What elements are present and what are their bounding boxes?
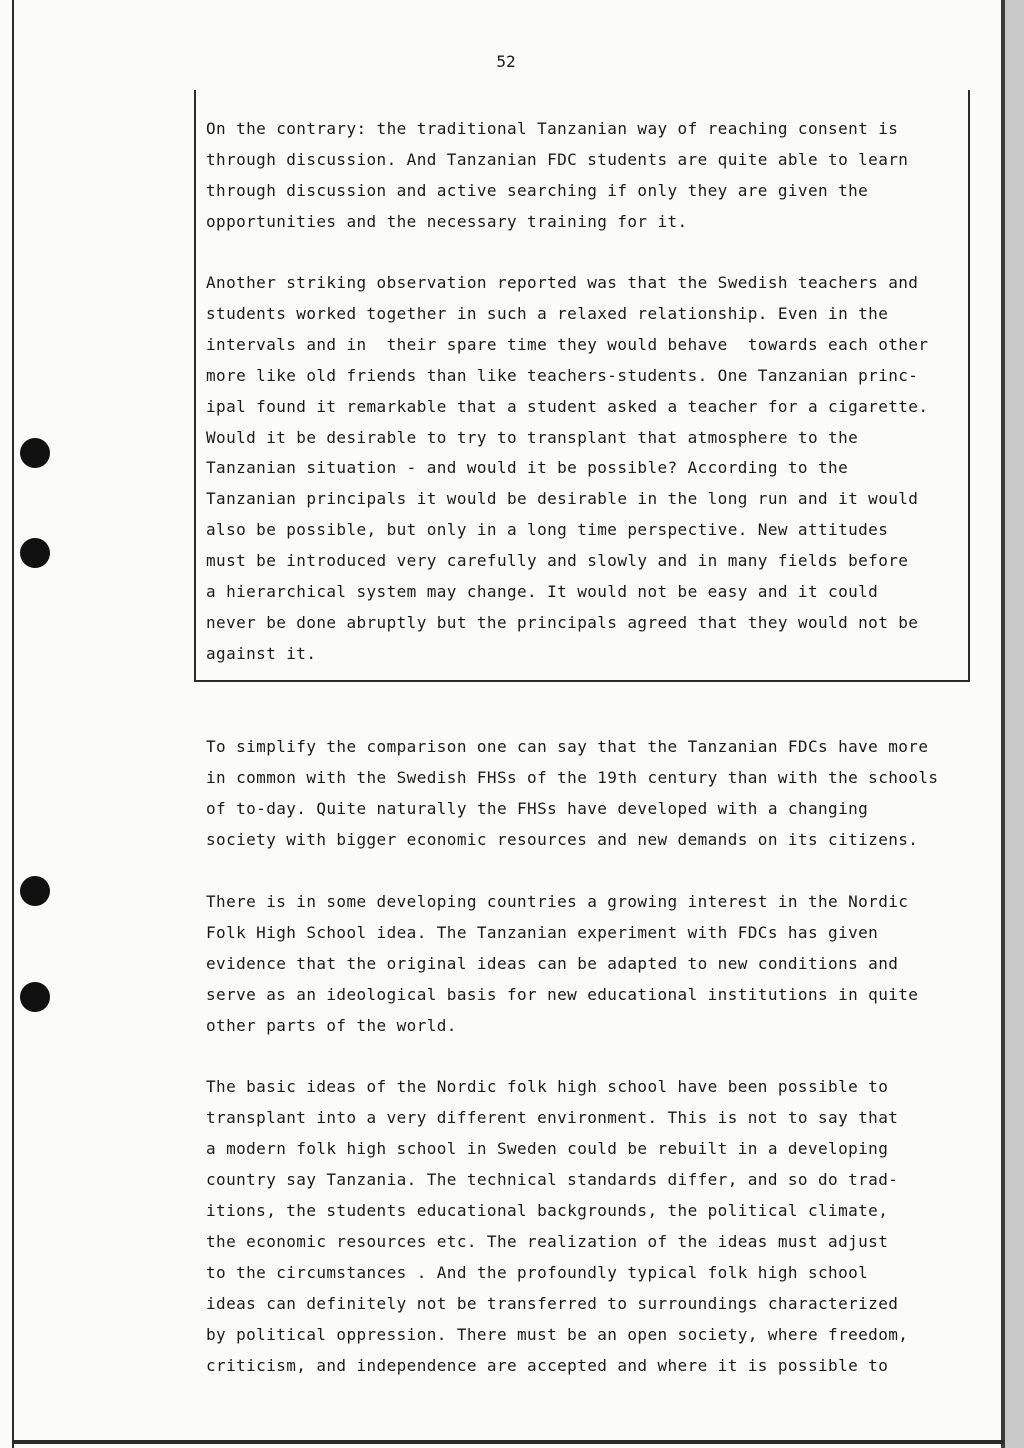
text-line: Tanzanian principals it would be desirable in the long run and it would bbox=[206, 489, 919, 509]
text-line: Another striking observation reported was that the Swedish teachers and bbox=[206, 273, 919, 292]
text-line: serve as an ideological basis for new educational institutions in quite bbox=[206, 985, 919, 1004]
page-right-edge bbox=[1001, 0, 1005, 1448]
text-line: intervals and in their spare time they would behave towards each other bbox=[206, 334, 929, 354]
text-line: through discussion. And Tanzanian FDC students are quite able to learn bbox=[206, 150, 909, 169]
text-line: of to-day. Quite naturally the FHSs have developed with a changing bbox=[206, 799, 869, 818]
text-line: the economic resources etc. The realization of the ideas must adjust bbox=[206, 1232, 889, 1251]
page-bottom-edge bbox=[12, 1440, 1004, 1444]
text-line: evidence that the original ideas can be adapted to new conditions and bbox=[206, 954, 899, 973]
text-line: ideas can definitely not be transferred to surroundings characterized bbox=[206, 1294, 899, 1313]
text-line: by political oppression. There must be an open society, where freedom, bbox=[206, 1325, 909, 1344]
text-line: Would it be desirable to try to transplant that atmosphere to the bbox=[206, 427, 859, 447]
text-line: students worked together in such a relaxed relationship. Even in the bbox=[206, 303, 889, 323]
text-line: There is in some developing countries a growing interest in the Nordic bbox=[206, 892, 909, 911]
paragraph bbox=[206, 113, 976, 237]
text-line: against it. bbox=[206, 643, 317, 663]
punch-hole bbox=[20, 982, 50, 1012]
text-line: other parts of the world. bbox=[206, 1016, 457, 1035]
paragraph bbox=[206, 1071, 976, 1381]
punch-hole bbox=[20, 538, 50, 568]
text-line: never be done abruptly but the principals agreed that they would not be bbox=[206, 612, 919, 632]
page-left-edge bbox=[12, 0, 14, 1448]
text-line: Tanzanian situation - and would it be possible? According to the bbox=[206, 458, 849, 478]
text-line: criticism, and independence are accepted and where it is possible to bbox=[206, 1356, 889, 1375]
paragraph bbox=[206, 731, 976, 855]
text-line: a modern folk high school in Sweden could be rebuilt in a developing bbox=[206, 1139, 889, 1158]
text-line: On the contrary: the traditional Tanzanian way of reaching consent is bbox=[206, 119, 899, 138]
text-line: society with bigger economic resources and new demands on its citizens. bbox=[206, 830, 919, 849]
text-line: must be introduced very carefully and slowly and in many fields before bbox=[206, 551, 909, 571]
punch-hole bbox=[20, 438, 50, 468]
text-line: To simplify the comparison one can say that the Tanzanian FDCs have more bbox=[206, 737, 929, 756]
page-edge-shadow bbox=[1004, 0, 1024, 1448]
text-line: country say Tanzania. The technical standards differ, and so do trad- bbox=[206, 1170, 899, 1189]
text-line: ipal found it remarkable that a student asked a teacher for a cigarette. bbox=[206, 396, 929, 416]
punch-hole bbox=[20, 876, 50, 906]
text-line: a hierarchical system may change. It would not be easy and it could bbox=[206, 582, 879, 602]
text-line: more like old friends than like teachers-students. One Tanzanian princ- bbox=[206, 365, 919, 385]
text-line: also be possible, but only in a long time perspective. New attitudes bbox=[206, 520, 889, 540]
text-line: through discussion and active searching if only they are given the bbox=[206, 181, 869, 200]
text-line: Folk High School idea. The Tanzanian experiment with FDCs has given bbox=[206, 923, 879, 942]
text-line: The basic ideas of the Nordic folk high school have been possible to bbox=[206, 1077, 889, 1096]
paragraph bbox=[206, 268, 976, 670]
text-line: itions, the students educational backgrounds, the political climate, bbox=[206, 1201, 889, 1220]
text-line: transplant into a very different environment. This is not to say that bbox=[206, 1108, 899, 1127]
page-number: 52 bbox=[496, 52, 516, 71]
text-line: to the circumstances . And the profoundly typical folk high school bbox=[206, 1263, 869, 1282]
paragraph bbox=[206, 886, 976, 1041]
text-line: in common with the Swedish FHSs of the 19th century than with the schools bbox=[206, 768, 939, 787]
text-line: opportunities and the necessary training for it. bbox=[206, 212, 688, 231]
